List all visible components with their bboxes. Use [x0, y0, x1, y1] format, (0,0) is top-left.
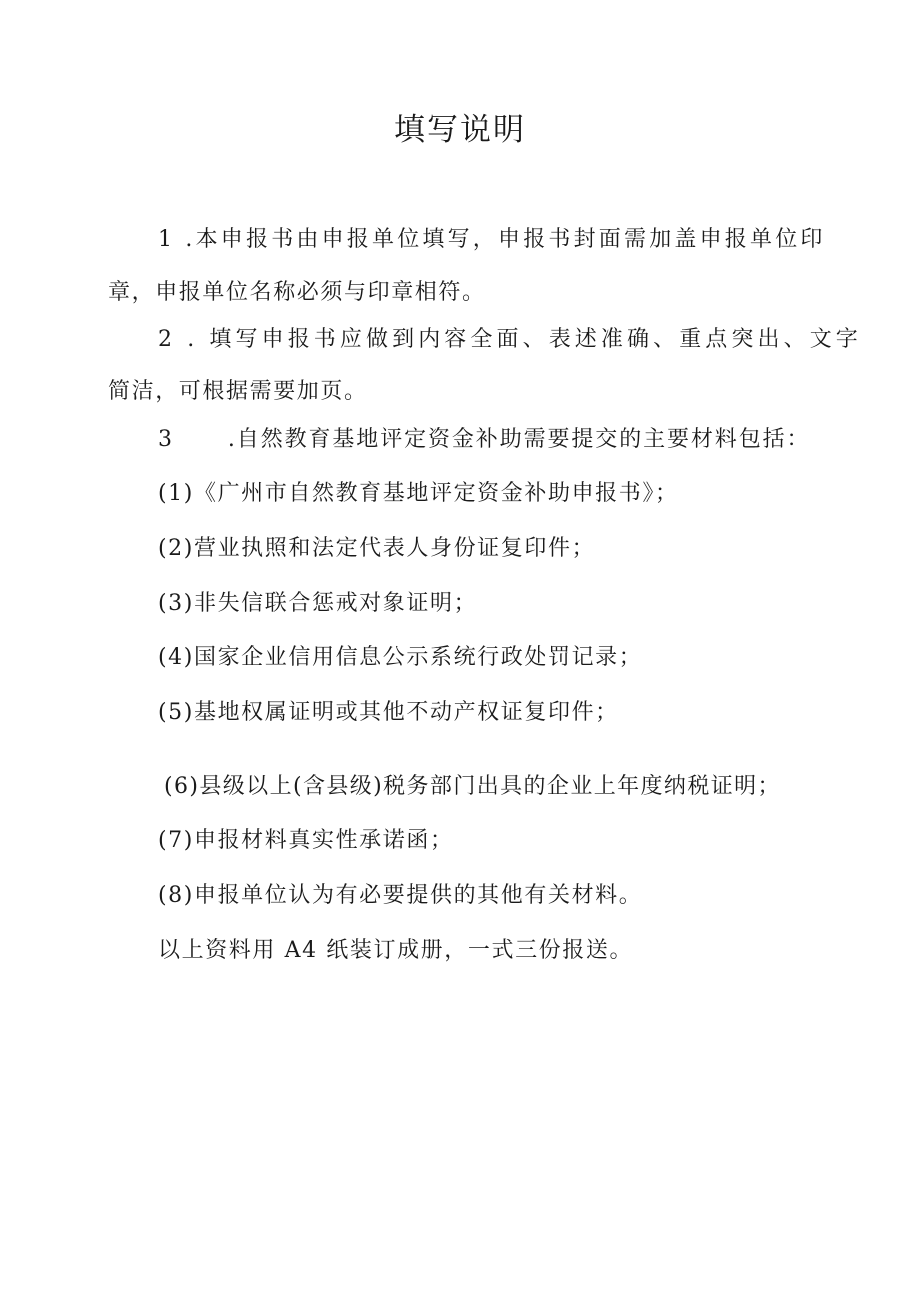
- item-text: .自然教育基地评定资金补助需要提交的主要材料包括：: [227, 427, 811, 452]
- material-item-1: (1)《广州市自然教育基地评定资金补助申报书》；: [158, 481, 679, 506]
- item-number: 3: [158, 427, 174, 452]
- material-item-5: (5)基地权属证明或其他不动产权证复印件；: [158, 700, 619, 725]
- material-item-3: (3)非失信联合惩戒对象证明；: [158, 591, 478, 616]
- material-item-4: (4)国家企业信用信息公示系统行政处罚记录；: [158, 645, 643, 670]
- instruction-2-line-1: [158, 324, 862, 356]
- item-number: 1: [158, 227, 176, 252]
- item-number: 2: [158, 327, 177, 352]
- instruction-1-line-1: [158, 224, 826, 256]
- item-text: . 填写申报书应做到内容全面、表述准确、重点突出、文字: [176, 327, 862, 352]
- submission-note: 以上资料用 A4 纸装订成册，一式三份报送。: [158, 938, 634, 963]
- item-text: .本申报书由申报单位填写，申报书封面需加盖申报单位印: [175, 227, 826, 252]
- page-title: 填写说明: [394, 112, 526, 148]
- material-item-8: (8)申报单位认为有必要提供的其他有关材料。: [158, 883, 643, 908]
- material-item-6: (6)县级以上(含县级)税务部门出具的企业上年度纳税证明；: [164, 774, 781, 799]
- instruction-3: [158, 424, 810, 456]
- material-item-7: (7)申报材料真实性承诺函；: [158, 828, 454, 853]
- instruction-1-line-2: 章，申报单位名称必须与印章相符。: [108, 280, 486, 305]
- material-item-2: (2)营业执照和法定代表人身份证复印件；: [158, 536, 596, 561]
- instruction-2-line-2: 简洁，可根据需要加页。: [108, 379, 368, 404]
